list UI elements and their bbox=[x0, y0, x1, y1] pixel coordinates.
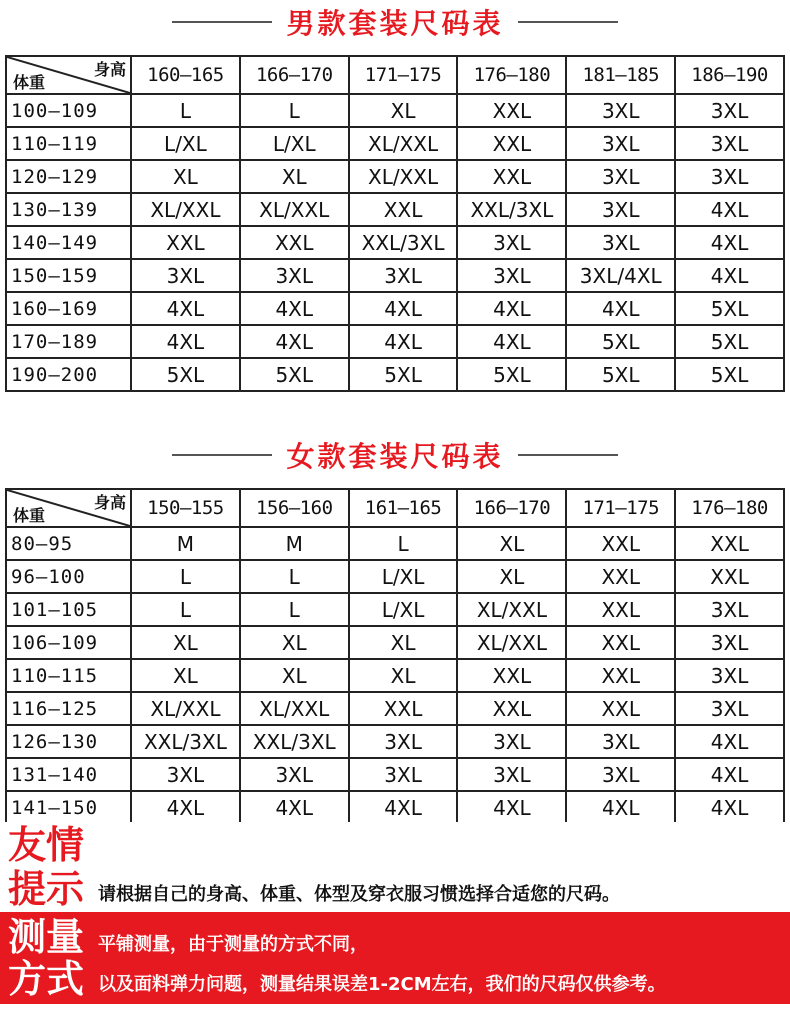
weight-row-label: 110—119 bbox=[6, 127, 131, 160]
table-row bbox=[6, 626, 784, 659]
weight-row-label: 130—139 bbox=[6, 193, 131, 226]
height-column-header: 160—165 bbox=[131, 56, 240, 94]
size-cell: XL/XXL bbox=[349, 127, 458, 160]
measure-heading-line1: 测量 bbox=[8, 915, 85, 959]
size-cell: 3XL bbox=[349, 758, 458, 791]
table-row bbox=[6, 593, 784, 626]
size-cell: XL/XXL bbox=[457, 626, 566, 659]
size-cell: 4XL bbox=[457, 791, 566, 824]
weight-row-label: 120—129 bbox=[6, 160, 131, 193]
size-cell: 4XL bbox=[675, 259, 784, 292]
size-cell: L bbox=[240, 94, 349, 127]
weight-row-label: 126—130 bbox=[6, 725, 131, 758]
weight-row-label: 96—100 bbox=[6, 560, 131, 593]
size-cell: XL bbox=[349, 94, 458, 127]
table-header-row bbox=[6, 489, 784, 527]
height-column-header: 161—165 bbox=[349, 489, 458, 527]
size-cell: XXL/3XL bbox=[349, 226, 458, 259]
size-cell: XL bbox=[457, 527, 566, 560]
measure-text-line1: 平铺测量，由于测量的方式不同， bbox=[98, 934, 368, 955]
size-cell: 5XL bbox=[675, 292, 784, 325]
height-column-header: 181—185 bbox=[566, 56, 675, 94]
measure-heading-line2: 方式 bbox=[8, 957, 85, 1001]
size-cell: XXL bbox=[457, 127, 566, 160]
men-size-chart-title: 男款套装尺码表 bbox=[286, 7, 504, 40]
tips-text: 请根据自己的身高、体重、体型及穿衣服习惯选择合适您的尺码。 bbox=[98, 884, 620, 905]
corner-weight-label: 体重 bbox=[13, 506, 46, 525]
size-cell: 4XL bbox=[131, 292, 240, 325]
size-cell: 5XL bbox=[566, 325, 675, 358]
table-header-row bbox=[6, 56, 784, 94]
table-corner-cell bbox=[6, 489, 131, 527]
corner-height-label: 身高 bbox=[93, 60, 126, 79]
title-divider-right bbox=[518, 454, 618, 456]
table-row bbox=[6, 325, 784, 358]
table-row bbox=[6, 692, 784, 725]
table-row bbox=[6, 527, 784, 560]
table-row bbox=[6, 725, 784, 758]
size-cell: 5XL bbox=[675, 325, 784, 358]
size-cell: XL/XXL bbox=[240, 692, 349, 725]
size-cell: 3XL bbox=[566, 127, 675, 160]
corner-height-label: 身高 bbox=[93, 493, 126, 512]
men-size-chart-header bbox=[0, 2, 790, 42]
size-cell: 3XL bbox=[675, 692, 784, 725]
size-cell: XXL bbox=[566, 560, 675, 593]
size-cell: 3XL bbox=[131, 259, 240, 292]
height-column-header: 171—175 bbox=[349, 56, 458, 94]
size-cell: XL bbox=[131, 160, 240, 193]
size-cell: XXL/3XL bbox=[240, 725, 349, 758]
size-cell: XL/XXL bbox=[131, 692, 240, 725]
size-cell: 3XL bbox=[675, 659, 784, 692]
size-cell: XXL/3XL bbox=[131, 725, 240, 758]
men-size-table bbox=[5, 55, 785, 392]
weight-row-label: 190—200 bbox=[6, 358, 131, 391]
size-cell: XL/XXL bbox=[349, 160, 458, 193]
table-row bbox=[6, 292, 784, 325]
size-cell: XL bbox=[349, 659, 458, 692]
size-cell: L/XL bbox=[349, 593, 458, 626]
size-cell: 4XL bbox=[675, 226, 784, 259]
size-cell: 3XL bbox=[675, 626, 784, 659]
table-row bbox=[6, 758, 784, 791]
size-cell: 3XL bbox=[131, 758, 240, 791]
weight-row-label: 141—150 bbox=[6, 791, 131, 824]
height-column-header: 176—180 bbox=[675, 489, 784, 527]
size-cell: XL/XXL bbox=[240, 193, 349, 226]
size-cell: XXL bbox=[566, 659, 675, 692]
size-cell: XL bbox=[131, 659, 240, 692]
size-cell: XXL bbox=[457, 160, 566, 193]
size-cell: 3XL bbox=[566, 193, 675, 226]
height-column-header: 150—155 bbox=[131, 489, 240, 527]
weight-row-label: 100—109 bbox=[6, 94, 131, 127]
size-cell: L bbox=[131, 593, 240, 626]
weight-row-label: 80—95 bbox=[6, 527, 131, 560]
size-cell: XL/XXL bbox=[457, 593, 566, 626]
size-cell: L bbox=[131, 560, 240, 593]
size-cell: 5XL bbox=[675, 358, 784, 391]
size-cell: 3XL bbox=[349, 725, 458, 758]
size-cell: 4XL bbox=[349, 791, 458, 824]
table-row bbox=[6, 193, 784, 226]
measurement-method-panel bbox=[0, 912, 790, 1004]
size-cell: 4XL bbox=[566, 791, 675, 824]
table-row bbox=[6, 358, 784, 391]
size-cell: 3XL bbox=[240, 758, 349, 791]
size-cell: 3XL bbox=[566, 94, 675, 127]
size-cell: 3XL bbox=[675, 160, 784, 193]
size-cell: XXL bbox=[675, 527, 784, 560]
corner-weight-label: 体重 bbox=[13, 73, 46, 92]
size-cell: XL bbox=[131, 626, 240, 659]
size-cell: 5XL bbox=[566, 358, 675, 391]
size-cell: XXL bbox=[131, 226, 240, 259]
size-cell: 3XL bbox=[457, 259, 566, 292]
size-cell: 3XL bbox=[675, 127, 784, 160]
weight-row-label: 131—140 bbox=[6, 758, 131, 791]
size-cell: 3XL bbox=[566, 226, 675, 259]
size-cell: 4XL bbox=[240, 325, 349, 358]
size-cell: 3XL bbox=[566, 725, 675, 758]
size-cell: 4XL bbox=[131, 791, 240, 824]
size-cell: 5XL bbox=[457, 358, 566, 391]
tips-heading-line1: 友情 bbox=[8, 823, 85, 867]
table-row bbox=[6, 791, 784, 824]
size-cell: 4XL bbox=[240, 292, 349, 325]
table-row bbox=[6, 127, 784, 160]
height-column-header: 156—160 bbox=[240, 489, 349, 527]
size-cell: 4XL bbox=[457, 292, 566, 325]
table-row bbox=[6, 659, 784, 692]
size-cell: L/XL bbox=[240, 127, 349, 160]
title-divider-left bbox=[172, 454, 272, 456]
size-cell: 3XL bbox=[349, 259, 458, 292]
size-cell: 3XL bbox=[240, 259, 349, 292]
size-cell: XXL/3XL bbox=[457, 193, 566, 226]
size-cell: XL bbox=[240, 626, 349, 659]
size-cell: XXL bbox=[240, 226, 349, 259]
size-cell: 5XL bbox=[349, 358, 458, 391]
weight-row-label: 150—159 bbox=[6, 259, 131, 292]
table-row bbox=[6, 259, 784, 292]
size-cell: XXL bbox=[675, 560, 784, 593]
table-row bbox=[6, 226, 784, 259]
size-cell: 3XL bbox=[675, 593, 784, 626]
size-cell: L/XL bbox=[349, 560, 458, 593]
tips-heading-line2: 提示 bbox=[8, 867, 85, 911]
weight-row-label: 170—189 bbox=[6, 325, 131, 358]
size-cell: 4XL bbox=[131, 325, 240, 358]
size-cell: 3XL bbox=[566, 160, 675, 193]
title-divider-left bbox=[172, 21, 272, 23]
size-cell: 5XL bbox=[131, 358, 240, 391]
size-cell: 4XL bbox=[349, 325, 458, 358]
size-cell: XL/XXL bbox=[131, 193, 240, 226]
size-cell: XXL bbox=[566, 527, 675, 560]
size-cell: L bbox=[240, 560, 349, 593]
size-cell: 4XL bbox=[566, 292, 675, 325]
table-row bbox=[6, 160, 784, 193]
women-size-chart-title: 女款套装尺码表 bbox=[286, 440, 504, 473]
size-cell: XXL bbox=[457, 659, 566, 692]
height-column-header: 171—175 bbox=[566, 489, 675, 527]
title-divider-right bbox=[518, 21, 618, 23]
size-cell: 3XL bbox=[457, 758, 566, 791]
size-cell: 3XL bbox=[675, 94, 784, 127]
size-cell: 4XL bbox=[675, 725, 784, 758]
size-cell: XXL bbox=[566, 593, 675, 626]
weight-row-label: 101—105 bbox=[6, 593, 131, 626]
size-cell: XL bbox=[349, 626, 458, 659]
weight-row-label: 140—149 bbox=[6, 226, 131, 259]
size-cell: XXL bbox=[457, 94, 566, 127]
size-cell: 4XL bbox=[675, 193, 784, 226]
size-cell: 3XL bbox=[457, 725, 566, 758]
size-cell: XXL bbox=[349, 193, 458, 226]
size-cell: 3XL bbox=[566, 758, 675, 791]
size-cell: 4XL bbox=[675, 791, 784, 824]
table-row bbox=[6, 560, 784, 593]
size-cell: M bbox=[240, 527, 349, 560]
size-cell: L/XL bbox=[131, 127, 240, 160]
weight-row-label: 110—115 bbox=[6, 659, 131, 692]
friendly-tips-panel bbox=[0, 822, 790, 912]
size-cell: 3XL/4XL bbox=[566, 259, 675, 292]
size-cell: 4XL bbox=[457, 325, 566, 358]
weight-row-label: 160—169 bbox=[6, 292, 131, 325]
size-cell: XXL bbox=[457, 692, 566, 725]
table-row bbox=[6, 94, 784, 127]
size-cell: XL bbox=[240, 160, 349, 193]
measure-text-line2: 以及面料弹力问题，测量结果误差1-2CM左右，我们的尺码仅供参考。 bbox=[98, 974, 666, 995]
table-corner-cell bbox=[6, 56, 131, 94]
size-cell: L bbox=[349, 527, 458, 560]
size-cell: 4XL bbox=[240, 791, 349, 824]
size-cell: XL bbox=[240, 659, 349, 692]
size-cell: L bbox=[240, 593, 349, 626]
size-cell: 5XL bbox=[240, 358, 349, 391]
size-cell: 4XL bbox=[675, 758, 784, 791]
size-cell: XXL bbox=[566, 626, 675, 659]
height-column-header: 166—170 bbox=[457, 489, 566, 527]
size-cell: M bbox=[131, 527, 240, 560]
women-size-table bbox=[5, 488, 785, 825]
size-cell: XXL bbox=[349, 692, 458, 725]
height-column-header: 176—180 bbox=[457, 56, 566, 94]
height-column-header: 166—170 bbox=[240, 56, 349, 94]
height-column-header: 186—190 bbox=[675, 56, 784, 94]
size-cell: L bbox=[131, 94, 240, 127]
size-cell: 4XL bbox=[349, 292, 458, 325]
size-cell: 3XL bbox=[457, 226, 566, 259]
weight-row-label: 116—125 bbox=[6, 692, 131, 725]
size-cell: XL bbox=[457, 560, 566, 593]
weight-row-label: 106—109 bbox=[6, 626, 131, 659]
size-cell: XXL bbox=[566, 692, 675, 725]
women-size-chart-header bbox=[0, 435, 790, 475]
